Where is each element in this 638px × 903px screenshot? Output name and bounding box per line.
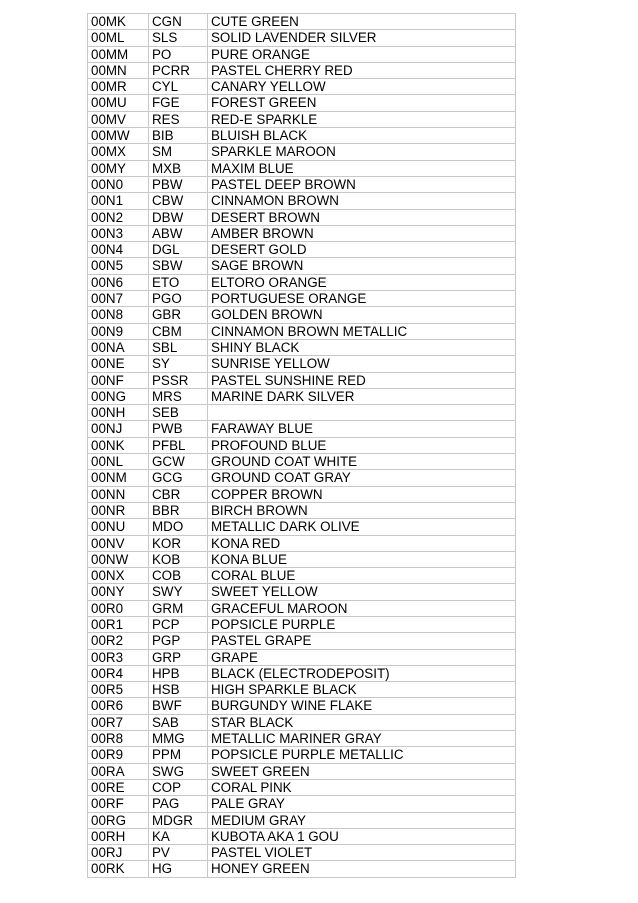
- code-cell: 00NW: [88, 551, 149, 567]
- color-name-cell: DESERT GOLD: [208, 242, 516, 258]
- abbreviation-cell: PGP: [149, 633, 208, 649]
- table-row: [88, 454, 516, 470]
- code-cell: 00RH: [88, 828, 149, 844]
- code-cell: 00MX: [88, 144, 149, 160]
- code-cell: 00ML: [88, 30, 149, 46]
- abbreviation-cell: CBW: [149, 193, 208, 209]
- code-cell: 00R6: [88, 698, 149, 714]
- code-cell: 00R1: [88, 616, 149, 632]
- table-row: [88, 584, 516, 600]
- color-name-cell: FARAWAY BLUE: [208, 421, 516, 437]
- table-row: [88, 128, 516, 144]
- code-cell: 00MU: [88, 95, 149, 111]
- color-name-cell: RED-E SPARKLE: [208, 111, 516, 127]
- color-name-cell: BLACK (ELECTRODEPOSIT): [208, 665, 516, 681]
- code-cell: 00N8: [88, 307, 149, 323]
- color-name-cell: PURE ORANGE: [208, 46, 516, 62]
- code-cell: 00RJ: [88, 845, 149, 861]
- table-row: [88, 714, 516, 730]
- table-row: [88, 209, 516, 225]
- abbreviation-cell: RES: [149, 111, 208, 127]
- color-name-cell: KONA BLUE: [208, 551, 516, 567]
- color-name-cell: [208, 405, 516, 421]
- abbreviation-cell: PAG: [149, 796, 208, 812]
- abbreviation-cell: SBW: [149, 258, 208, 274]
- color-name-cell: PALE GRAY: [208, 796, 516, 812]
- table-row: [88, 600, 516, 616]
- abbreviation-cell: PO: [149, 46, 208, 62]
- table-row: [88, 274, 516, 290]
- table-row: [88, 46, 516, 62]
- abbreviation-cell: KOB: [149, 551, 208, 567]
- table-row: [88, 356, 516, 372]
- abbreviation-cell: MDGR: [149, 812, 208, 828]
- table-row: [88, 779, 516, 795]
- abbreviation-cell: PV: [149, 845, 208, 861]
- abbreviation-cell: SEB: [149, 405, 208, 421]
- code-cell: 00RF: [88, 796, 149, 812]
- table-row: [88, 502, 516, 518]
- code-cell: 00NG: [88, 388, 149, 404]
- color-name-cell: AMBER BROWN: [208, 225, 516, 241]
- table-row: [88, 616, 516, 632]
- code-cell: 00NV: [88, 535, 149, 551]
- code-cell: 00N2: [88, 209, 149, 225]
- code-cell: 00RK: [88, 861, 149, 877]
- table-row: [88, 225, 516, 241]
- abbreviation-cell: MMG: [149, 731, 208, 747]
- table-row: [88, 796, 516, 812]
- color-name-cell: SWEET YELLOW: [208, 584, 516, 600]
- code-cell: 00NJ: [88, 421, 149, 437]
- color-name-cell: PORTUGUESE ORANGE: [208, 291, 516, 307]
- color-name-cell: BLUISH BLACK: [208, 128, 516, 144]
- code-cell: 00R8: [88, 731, 149, 747]
- code-cell: 00NH: [88, 405, 149, 421]
- code-cell: 00MN: [88, 62, 149, 78]
- color-name-cell: SWEET GREEN: [208, 763, 516, 779]
- code-cell: 00N4: [88, 242, 149, 258]
- color-name-cell: PASTEL SUNSHINE RED: [208, 372, 516, 388]
- code-cell: 00MM: [88, 46, 149, 62]
- table-row: [88, 519, 516, 535]
- table-row: [88, 568, 516, 584]
- table-row: [88, 698, 516, 714]
- table-row: [88, 551, 516, 567]
- code-cell: 00NN: [88, 486, 149, 502]
- abbreviation-cell: GCG: [149, 470, 208, 486]
- color-name-cell: ELTORO ORANGE: [208, 274, 516, 290]
- code-cell: 00NK: [88, 437, 149, 453]
- abbreviation-cell: CYL: [149, 79, 208, 95]
- abbreviation-cell: SM: [149, 144, 208, 160]
- color-name-cell: CANARY YELLOW: [208, 79, 516, 95]
- abbreviation-cell: GRM: [149, 600, 208, 616]
- abbreviation-cell: PFBL: [149, 437, 208, 453]
- code-cell: 00NY: [88, 584, 149, 600]
- abbreviation-cell: CGN: [149, 14, 208, 30]
- code-cell: 00R7: [88, 714, 149, 730]
- abbreviation-cell: SAB: [149, 714, 208, 730]
- abbreviation-cell: COB: [149, 568, 208, 584]
- color-name-cell: COPPER BROWN: [208, 486, 516, 502]
- abbreviation-cell: SLS: [149, 30, 208, 46]
- color-name-cell: SPARKLE MAROON: [208, 144, 516, 160]
- abbreviation-cell: MXB: [149, 160, 208, 176]
- table-body: [88, 14, 516, 878]
- color-name-cell: METALLIC DARK OLIVE: [208, 519, 516, 535]
- color-name-cell: GOLDEN BROWN: [208, 307, 516, 323]
- abbreviation-cell: FGE: [149, 95, 208, 111]
- code-cell: 00R0: [88, 600, 149, 616]
- abbreviation-cell: PWB: [149, 421, 208, 437]
- abbreviation-cell: SY: [149, 356, 208, 372]
- color-name-cell: GROUND COAT WHITE: [208, 454, 516, 470]
- color-name-cell: GROUND COAT GRAY: [208, 470, 516, 486]
- code-cell: 00N9: [88, 323, 149, 339]
- table-row: [88, 535, 516, 551]
- abbreviation-cell: PCRR: [149, 62, 208, 78]
- table-row: [88, 437, 516, 453]
- table-row: [88, 111, 516, 127]
- color-name-cell: PASTEL GRAPE: [208, 633, 516, 649]
- code-cell: 00MK: [88, 14, 149, 30]
- table-row: [88, 763, 516, 779]
- abbreviation-cell: DBW: [149, 209, 208, 225]
- code-cell: 00N5: [88, 258, 149, 274]
- table-row: [88, 861, 516, 877]
- color-name-cell: POPSICLE PURPLE: [208, 616, 516, 632]
- table-row: [88, 633, 516, 649]
- color-name-cell: SHINY BLACK: [208, 339, 516, 355]
- abbreviation-cell: PSSR: [149, 372, 208, 388]
- color-name-cell: KONA RED: [208, 535, 516, 551]
- color-name-cell: HIGH SPARKLE BLACK: [208, 682, 516, 698]
- abbreviation-cell: KA: [149, 828, 208, 844]
- abbreviation-cell: CBM: [149, 323, 208, 339]
- abbreviation-cell: HG: [149, 861, 208, 877]
- abbreviation-cell: PGO: [149, 291, 208, 307]
- color-name-cell: SAGE BROWN: [208, 258, 516, 274]
- code-cell: 00R9: [88, 747, 149, 763]
- abbreviation-cell: CBR: [149, 486, 208, 502]
- code-cell: 00R3: [88, 649, 149, 665]
- abbreviation-cell: BBR: [149, 502, 208, 518]
- code-cell: 00NA: [88, 339, 149, 355]
- color-name-cell: SUNRISE YELLOW: [208, 356, 516, 372]
- table-row: [88, 486, 516, 502]
- abbreviation-cell: ABW: [149, 225, 208, 241]
- abbreviation-cell: GRP: [149, 649, 208, 665]
- abbreviation-cell: MDO: [149, 519, 208, 535]
- color-name-cell: METALLIC MARINER GRAY: [208, 731, 516, 747]
- table-row: [88, 731, 516, 747]
- color-name-cell: PASTEL CHERRY RED: [208, 62, 516, 78]
- code-cell: 00MR: [88, 79, 149, 95]
- color-name-cell: GRACEFUL MAROON: [208, 600, 516, 616]
- color-code-sheet: [87, 13, 515, 878]
- abbreviation-cell: GBR: [149, 307, 208, 323]
- color-name-cell: KUBOTA AKA 1 GOU: [208, 828, 516, 844]
- table-row: [88, 388, 516, 404]
- code-cell: 00MY: [88, 160, 149, 176]
- code-cell: 00NE: [88, 356, 149, 372]
- abbreviation-cell: MRS: [149, 388, 208, 404]
- table-row: [88, 291, 516, 307]
- table-row: [88, 682, 516, 698]
- color-name-cell: DESERT BROWN: [208, 209, 516, 225]
- table-row: [88, 323, 516, 339]
- color-name-cell: GRAPE: [208, 649, 516, 665]
- abbreviation-cell: SBL: [149, 339, 208, 355]
- color-name-cell: MAXIM BLUE: [208, 160, 516, 176]
- code-cell: 00RA: [88, 763, 149, 779]
- color-name-cell: PROFOUND BLUE: [208, 437, 516, 453]
- code-cell: 00NU: [88, 519, 149, 535]
- code-cell: 00NX: [88, 568, 149, 584]
- abbreviation-cell: SWY: [149, 584, 208, 600]
- table-row: [88, 828, 516, 844]
- abbreviation-cell: HSB: [149, 682, 208, 698]
- abbreviation-cell: HPB: [149, 665, 208, 681]
- color-name-cell: HONEY GREEN: [208, 861, 516, 877]
- code-cell: 00RE: [88, 779, 149, 795]
- color-name-cell: POPSICLE PURPLE METALLIC: [208, 747, 516, 763]
- code-cell: 00NR: [88, 502, 149, 518]
- color-name-cell: CINNAMON BROWN METALLIC: [208, 323, 516, 339]
- abbreviation-cell: COP: [149, 779, 208, 795]
- color-name-cell: BURGUNDY WINE FLAKE: [208, 698, 516, 714]
- table-row: [88, 845, 516, 861]
- table-row: [88, 665, 516, 681]
- code-cell: 00MW: [88, 128, 149, 144]
- table-row: [88, 812, 516, 828]
- table-row: [88, 242, 516, 258]
- code-cell: 00NF: [88, 372, 149, 388]
- code-cell: 00NL: [88, 454, 149, 470]
- abbreviation-cell: ETO: [149, 274, 208, 290]
- code-cell: 00R5: [88, 682, 149, 698]
- color-name-cell: CORAL BLUE: [208, 568, 516, 584]
- table-row: [88, 258, 516, 274]
- table-row: [88, 193, 516, 209]
- table-row: [88, 372, 516, 388]
- color-name-cell: SOLID LAVENDER SILVER: [208, 30, 516, 46]
- table-row: [88, 144, 516, 160]
- color-name-cell: CINNAMON BROWN: [208, 193, 516, 209]
- abbreviation-cell: PBW: [149, 176, 208, 192]
- table-row: [88, 470, 516, 486]
- code-cell: 00R2: [88, 633, 149, 649]
- code-cell: 00N1: [88, 193, 149, 209]
- code-cell: 00N6: [88, 274, 149, 290]
- table-row: [88, 62, 516, 78]
- code-cell: 00MV: [88, 111, 149, 127]
- abbreviation-cell: PPM: [149, 747, 208, 763]
- abbreviation-cell: SWG: [149, 763, 208, 779]
- code-cell: 00NM: [88, 470, 149, 486]
- color-name-cell: FOREST GREEN: [208, 95, 516, 111]
- code-cell: 00RG: [88, 812, 149, 828]
- abbreviation-cell: PCP: [149, 616, 208, 632]
- abbreviation-cell: DGL: [149, 242, 208, 258]
- table-row: [88, 176, 516, 192]
- table-row: [88, 747, 516, 763]
- table-row: [88, 14, 516, 30]
- abbreviation-cell: KOR: [149, 535, 208, 551]
- table-row: [88, 649, 516, 665]
- abbreviation-cell: BIB: [149, 128, 208, 144]
- color-code-table: [87, 13, 516, 878]
- code-cell: 00N3: [88, 225, 149, 241]
- abbreviation-cell: BWF: [149, 698, 208, 714]
- table-row: [88, 30, 516, 46]
- code-cell: 00N0: [88, 176, 149, 192]
- abbreviation-cell: GCW: [149, 454, 208, 470]
- color-name-cell: BIRCH BROWN: [208, 502, 516, 518]
- color-name-cell: STAR BLACK: [208, 714, 516, 730]
- color-name-cell: MEDIUM GRAY: [208, 812, 516, 828]
- table-row: [88, 339, 516, 355]
- color-name-cell: PASTEL DEEP BROWN: [208, 176, 516, 192]
- table-row: [88, 421, 516, 437]
- table-row: [88, 307, 516, 323]
- table-row: [88, 405, 516, 421]
- color-name-cell: PASTEL VIOLET: [208, 845, 516, 861]
- table-row: [88, 95, 516, 111]
- color-name-cell: MARINE DARK SILVER: [208, 388, 516, 404]
- code-cell: 00N7: [88, 291, 149, 307]
- color-name-cell: CORAL PINK: [208, 779, 516, 795]
- table-row: [88, 160, 516, 176]
- table-row: [88, 79, 516, 95]
- code-cell: 00R4: [88, 665, 149, 681]
- color-name-cell: CUTE GREEN: [208, 14, 516, 30]
